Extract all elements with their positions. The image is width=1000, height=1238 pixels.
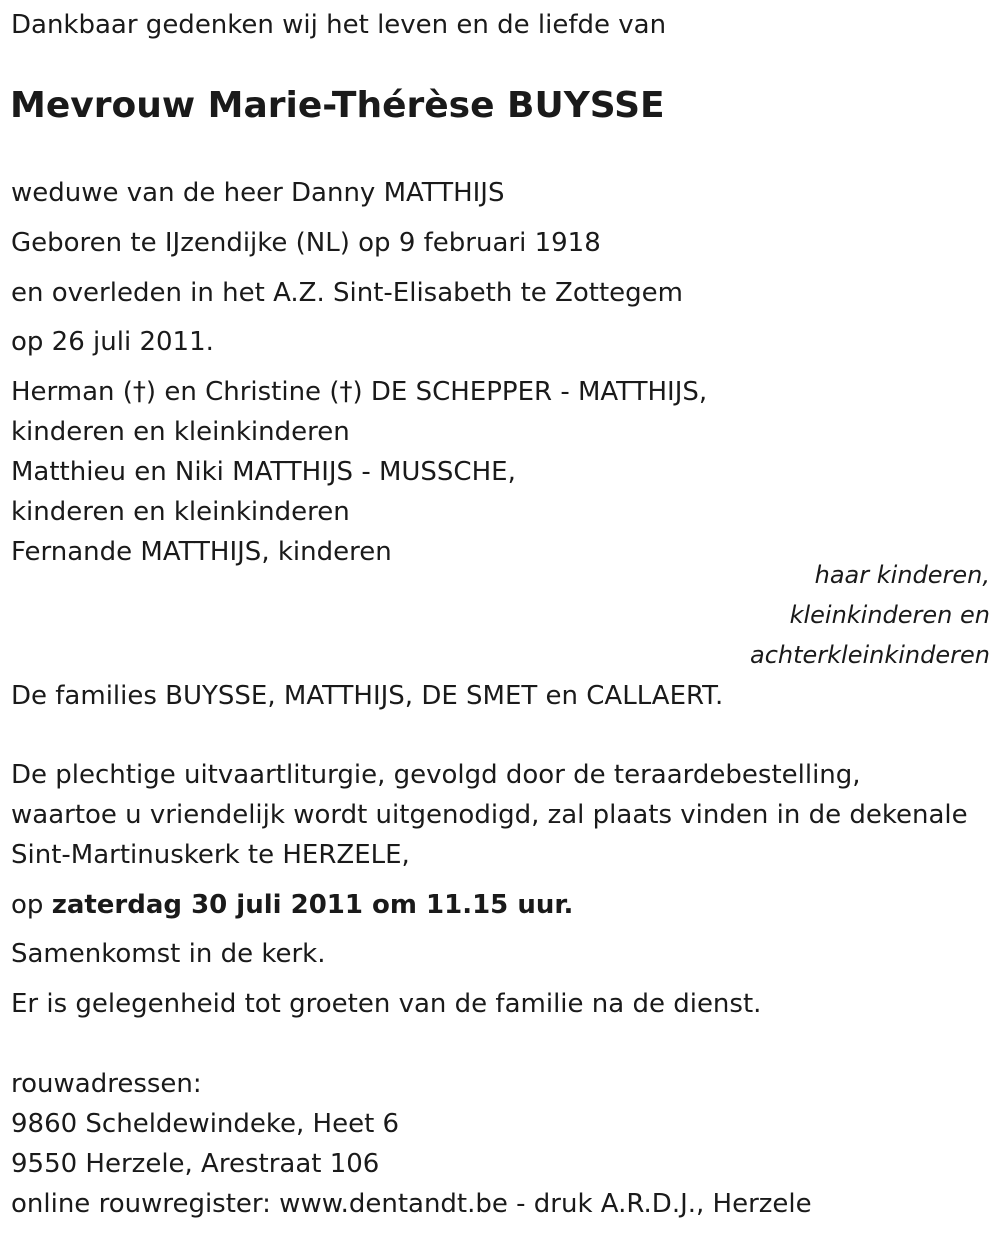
families-line: De families BUYSSE, MATTHIJS, DE SMET en CALLAERT. <box>11 681 724 711</box>
detail-date: op 26 juli 2011. <box>11 327 214 357</box>
family-right-line: kleinkinderen en <box>789 601 990 629</box>
family-line: kinderen en kleinkinderen <box>11 417 350 447</box>
service-date <box>11 892 573 918</box>
service-date-prefix: op <box>11 890 52 920</box>
service-line: Sint-Martinuskerk te HERZELE, <box>11 840 410 870</box>
service-line: waartoe u vriendelijk wordt uitgenodigd, zal plaats vinden in de dekenale <box>11 800 968 830</box>
family-line: Fernande MATTHIJS, kinderen <box>11 537 392 567</box>
family-line: kinderen en kleinkinderen <box>11 497 350 527</box>
addresses-label: rouwadressen: <box>11 1069 202 1099</box>
family-right-line: haar kinderen, <box>814 561 990 589</box>
family-line: Herman (†) en Christine (†) DE SCHEPPER - MATTHIJS, <box>11 377 708 407</box>
address-line: 9550 Herzele, Arestraat 106 <box>11 1149 380 1179</box>
service-date-bold: zaterdag 30 juli 2011 om 11.15 uur. <box>51 890 574 920</box>
family-right-line: achterkleinkinderen <box>750 641 990 669</box>
detail-born: Geboren te IJzendijke (NL) op 9 februari 1918 <box>11 228 601 258</box>
address-line: online rouwregister: www.dentandt.be - druk A.R.D.J., Herzele <box>11 1189 812 1219</box>
intro-line: Dankbaar gedenken wij het leven en de liefde van <box>11 10 667 40</box>
family-line: Matthieu en Niki MATTHIJS - MUSSCHE, <box>11 457 516 487</box>
address-line: 9860 Scheldewindeke, Heet 6 <box>11 1109 400 1139</box>
detail-widow: weduwe van de heer Danny MATTHIJS <box>11 178 505 208</box>
gathering-line: Samenkomst in de kerk. <box>11 939 326 969</box>
service-line: De plechtige uitvaartliturgie, gevolgd door de teraardebestelling, <box>11 760 861 790</box>
detail-died: en overleden in het A.Z. Sint-Elisabeth te Zottegem <box>11 278 683 308</box>
deceased-name: Mevrouw Marie-Thérèse BUYSSE <box>10 85 665 126</box>
greeting-line: Er is gelegenheid tot groeten van de familie na de dienst. <box>11 989 762 1019</box>
